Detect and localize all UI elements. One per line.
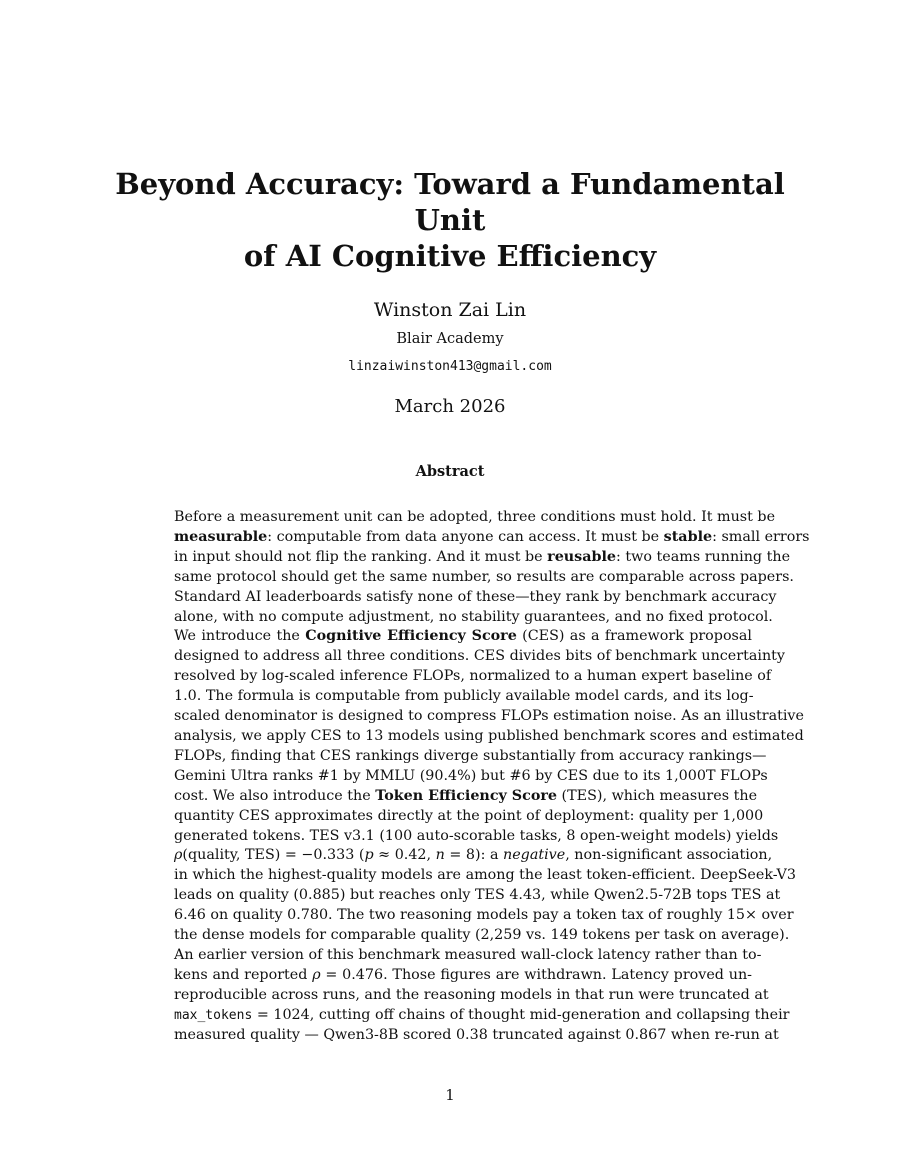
paper-date: March 2026	[394, 396, 506, 417]
abstract-text: ρ	[312, 966, 321, 983]
abstract-text: We introduce the	[174, 628, 306, 645]
abstract-line	[148, 548, 791, 568]
abstract-line	[148, 747, 767, 767]
abstract-text: FLOPs, finding that CES rankings diverge substantially from accuracy rankings—	[174, 747, 767, 764]
abstract-text: ≈ 0.42,	[373, 847, 436, 864]
abstract-text: (quality, TES) = −0.333 (	[182, 847, 365, 864]
title-line: of AI Cognitive Efficiency	[243, 239, 657, 273]
abstract-line	[148, 986, 769, 1006]
author-name: Winston Zai Lin	[373, 299, 527, 321]
abstract-text: scaled denominator is designed to compress FLOPs estimation noise. As an illustrative	[174, 708, 804, 725]
abstract-text: 6.46 on quality 0.780. The two reasoning models pay a token tax of roughly 15× over	[174, 907, 794, 924]
abstract-line	[148, 508, 776, 528]
abstract-paragraph	[148, 946, 790, 1046]
abstract-text: = 1024, cutting off chains of thought mid-generation and collapsing their	[252, 1006, 790, 1023]
abstract-body	[148, 508, 810, 1045]
title-line: Unit	[414, 203, 486, 237]
abstract-text: the dense models for comparable quality (2,259 vs. 149 tokens per task on average).	[174, 927, 790, 944]
abstract-text: stable	[663, 528, 713, 545]
abstract-text: (CES) as a framework proposal	[516, 628, 752, 645]
abstract-text: reusable	[547, 548, 617, 565]
abstract-line	[148, 926, 790, 946]
abstract-text: : computable from data anyone can access. It must be	[267, 528, 664, 545]
abstract-line	[148, 528, 810, 548]
abstract-text: analysis, we apply CES to 13 models using published benchmark scores and estimated	[174, 727, 804, 744]
abstract-text: Token Efficiency Score	[375, 787, 558, 804]
abstract-text: = 0.476. Those figures are withdrawn. Latency proved un-	[320, 966, 752, 983]
abstract-text: quantity CES approximates directly at the point of deployment: quality per 1,000	[174, 807, 764, 824]
author-affiliation: Blair Academy	[396, 331, 504, 347]
page-number: 1	[445, 1086, 455, 1104]
abstract-line	[148, 827, 779, 847]
abstract-text: in input should not flip the ranking. And it must be	[174, 548, 548, 565]
abstract-line	[148, 727, 804, 747]
title-line: Beyond Accuracy: Toward a Fundamental	[115, 167, 785, 201]
abstract-line	[148, 906, 794, 926]
abstract-line	[148, 1026, 779, 1046]
abstract-line	[148, 767, 768, 787]
abstract-paragraph	[148, 508, 810, 627]
abstract-text: Cognitive Efficiency Score	[305, 628, 517, 645]
abstract-text: measured quality — Qwen3-8B scored 0.38 truncated against 0.867 when re-run at	[174, 1026, 779, 1043]
abstract-text: same protocol should get the same number, so results are comparable across papers.	[174, 568, 794, 585]
abstract-line	[148, 807, 764, 827]
abstract-text: = 8): a	[444, 847, 504, 864]
abstract-text: designed to address all three conditions. CES divides bits of benchmark uncertainty	[174, 648, 785, 665]
abstract-text: Gemini Ultra ranks #1 by MMLU (90.4%) but #6 by CES due to its 1,000T FLOPs	[174, 767, 768, 784]
abstract-text: (TES), which measures the	[557, 787, 758, 804]
abstract-line	[148, 608, 773, 628]
abstract-text: cost. We also introduce the	[174, 787, 376, 804]
abstract-text: n	[435, 847, 445, 864]
abstract-line	[148, 647, 785, 667]
abstract-text: Standard AI leaderboards satisfy none of these—they rank by benchmark accuracy	[174, 588, 777, 605]
abstract-text: max_tokens	[174, 1007, 253, 1023]
abstract-heading: Abstract	[415, 463, 485, 480]
abstract-text: in which the highest-quality models are among the least token-efficient. DeepSeek-V3	[174, 867, 796, 884]
abstract-text: negative	[503, 847, 566, 864]
abstract-line	[148, 866, 796, 886]
abstract-text: An earlier version of this benchmark measured wall-clock latency rather than to-	[174, 946, 762, 963]
abstract-text: p	[364, 847, 374, 864]
abstract-line	[148, 846, 773, 866]
abstract-text: : two teams running the	[616, 548, 791, 565]
paper-title	[100, 166, 800, 274]
abstract-text: kens and reported	[174, 966, 313, 983]
abstract-line	[148, 886, 781, 906]
abstract-line	[148, 588, 777, 608]
abstract-text: : small errors	[712, 528, 810, 545]
abstract-text: resolved by log-scaled inference FLOPs, normalized to a human expert baseline of	[174, 668, 772, 685]
abstract-line	[148, 627, 752, 647]
abstract-line	[148, 787, 758, 807]
abstract-text: measurable	[174, 528, 268, 545]
abstract-line	[148, 707, 804, 727]
abstract-line	[148, 966, 752, 986]
author-email[interactable]: linzaiwinston413@gmail.com	[348, 359, 552, 374]
abstract-text: leads on quality (0.885) but reaches only TES 4.43, while Qwen2.5-72B tops TES at	[174, 887, 781, 904]
abstract-line	[148, 667, 772, 687]
abstract-text: ρ	[174, 847, 183, 864]
abstract-text: Before a measurement unit can be adopted, three conditions must hold. It must be	[174, 509, 776, 525]
abstract-line	[148, 568, 794, 588]
abstract-paragraph	[148, 627, 804, 946]
abstract-text: 1.0. The formula is computable from publicly available model cards, and its log-	[174, 688, 754, 705]
abstract-line	[148, 1006, 790, 1026]
abstract-line	[148, 946, 762, 966]
abstract-text: reproducible across runs, and the reasoning models in that run were truncated at	[174, 986, 769, 1003]
abstract-line	[148, 687, 752, 707]
abstract-text: , non-significant association,	[565, 847, 773, 864]
abstract-text: alone, with no compute adjustment, no stability guarantees, and no fixed protocol.	[174, 608, 773, 625]
abstract-text: generated tokens. TES v3.1 (100 auto-scorable tasks, 8 open-weight models) yields	[174, 827, 779, 844]
